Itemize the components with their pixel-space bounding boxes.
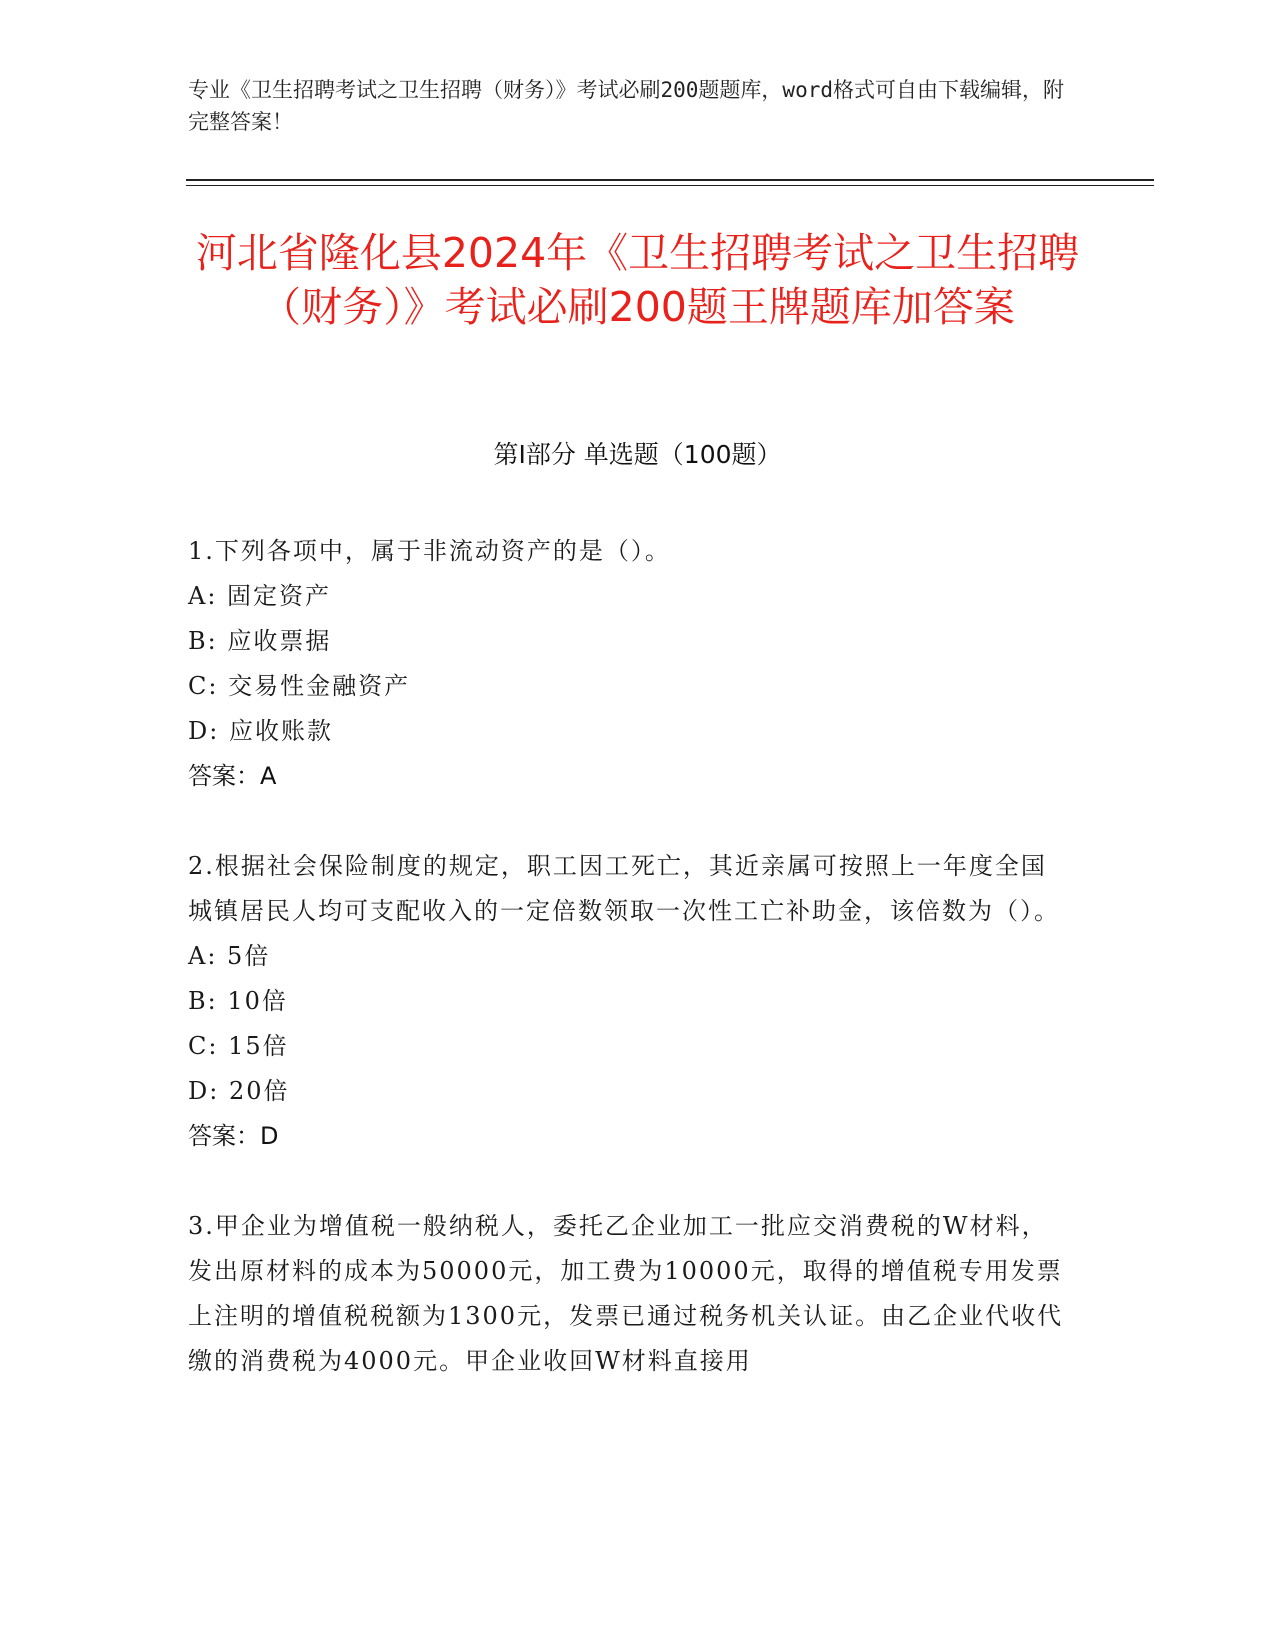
document-title: 河北省隆化县2024年《卫生招聘考试之卫生招聘（财务）》考试必刷200题王牌题库加答案 <box>195 229 1080 331</box>
question-item <box>188 1204 1068 1384</box>
question-option-d: D: 20倍 <box>188 1077 290 1105</box>
header-note: 专业《卫生招聘考试之卫生招聘（财务）》考试必刷200题题库，word格式可自由下载编辑，附完整答案！ <box>188 78 1064 134</box>
header-divider-thin <box>186 185 1154 186</box>
question-option-b: B: 10倍 <box>188 987 288 1015</box>
section-heading: 第I部分 单选题（100题） <box>493 440 782 469</box>
question-text: 3.甲企业为增值税一般纳税人，委托乙企业加工一批应交消费税的W材料，发出原材料的成本为50000元，加工费为10000元，取得的增值税专用发票上注明的增值税税额为1300元，发票已通过税务机关认证。由乙企业代收代缴的消费税为4000元。甲企业收回W材料直接用 <box>188 1212 1064 1375</box>
question-option-b: B: 应收票据 <box>188 627 332 655</box>
question-text: 2.根据社会保险制度的规定，职工因工死亡，其近亲属可按照上一年度全国城镇居民人均可支配收入的一定倍数领取一次性工亡补助金，该倍数为（）。 <box>188 852 1060 925</box>
question-item <box>188 844 1068 1159</box>
question-option-a: A: 固定资产 <box>188 582 332 610</box>
question-option-c: C: 交易性金融资产 <box>188 672 411 700</box>
question-list <box>188 529 1068 1429</box>
question-item <box>188 529 1068 799</box>
question-text: 1.下列各项中，属于非流动资产的是（）。 <box>188 537 671 565</box>
question-answer: 答案：A <box>188 762 277 790</box>
question-answer: 答案：D <box>188 1122 279 1150</box>
question-option-d: D: 应收账款 <box>188 717 333 745</box>
question-option-a: A: 5倍 <box>188 942 271 970</box>
header-divider-thick <box>186 179 1154 181</box>
question-option-c: C: 15倍 <box>188 1032 289 1060</box>
